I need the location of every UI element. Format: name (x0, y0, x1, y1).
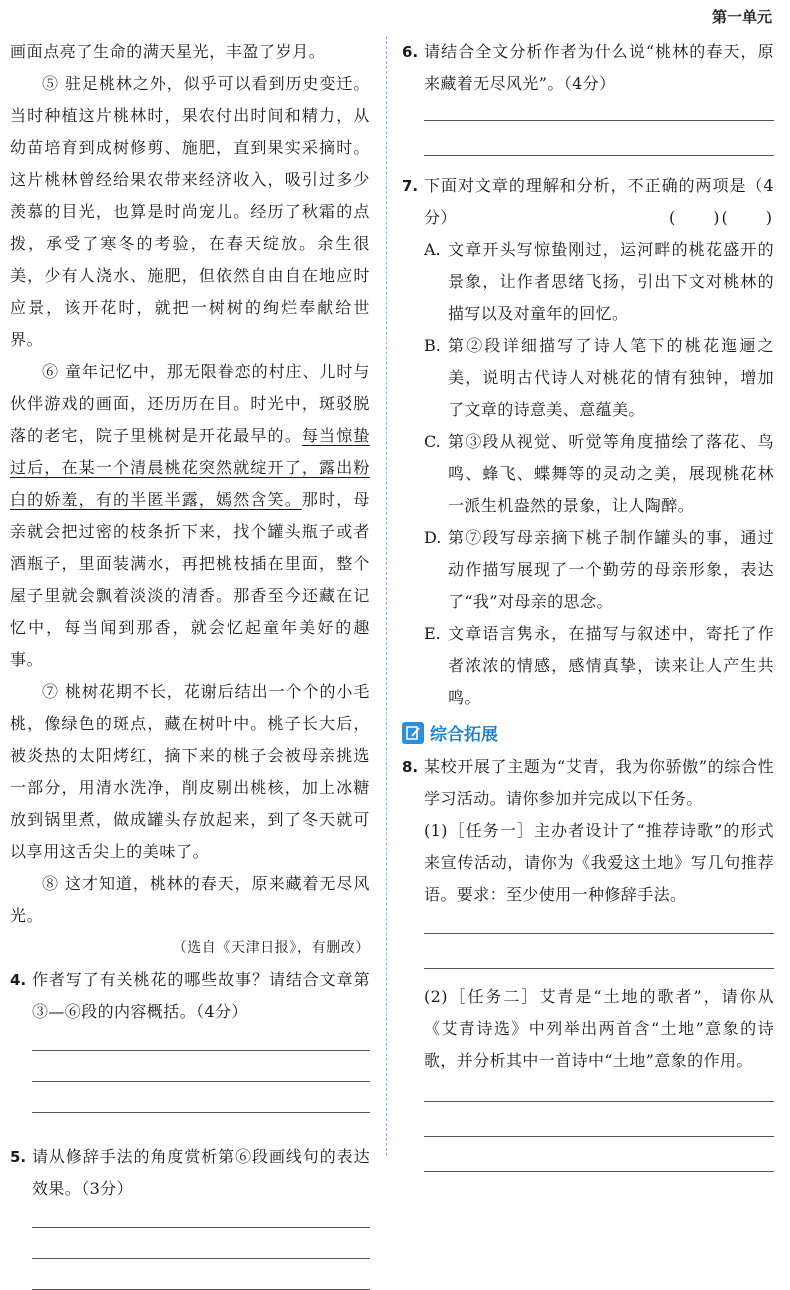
left-column (10, 36, 370, 1290)
question-4-text: 作者写了有关桃花的哪些故事？请结合文章第③—⑥段的内容概括。（4分） (32, 970, 370, 1021)
column-divider (386, 36, 387, 1156)
unit-header: 第一单元 (711, 8, 772, 26)
source-note: （选自《天津日报》，有删改） (172, 940, 370, 956)
option-label: A. (424, 240, 441, 259)
answer-brackets[interactable]: ( )( ) (669, 208, 774, 227)
option-e (424, 618, 774, 714)
option-text: 文章语言隽永，在描写与叙述中，寄托了作者浓浓的情感，感情真挚，读来让人产生共鸣。 (448, 624, 774, 707)
question-5-text: 请从修辞手法的角度赏析第⑥段画线句的表达效果。（3分） (32, 1147, 370, 1198)
option-text: 第③段从视觉、听觉等角度描绘了落花、鸟鸣、蜂飞、蝶舞等的灵动之美，展现桃花林一派生机盎然的景象，让人陶醉。 (448, 432, 774, 515)
option-a (424, 234, 774, 330)
option-text: 文章开头写惊蛰刚过，运河畔的桃花盛开的景象，让作者思绪飞扬，引出下文对桃林的描写以及对童年的回忆。 (448, 240, 774, 323)
task-1: (1)［任务一］主办者设计了“推荐诗歌”的形式来宣传活动，请你为《我爱这土地》写几句推荐语。要求：至少使用一种修辞手法。 (424, 821, 774, 904)
paragraph-6-start: ⑥ 童年记忆中，那无限眷恋的村庄、儿时与伙伴游戏的画面，还历历在目。时光中，斑驳脱落的老宅，院子里桃树是开花最早的。 (10, 362, 370, 445)
question-6-text: 请结合全文分析作者为什么说“桃林的春天，原来藏着无尽风光”。（4分） (424, 42, 774, 93)
task-2: (2)［任务二］艾青是“土地的歌者”，请你从《艾青诗选》中列举出两首含“土地”意象的诗歌，并分析其中一首诗中“土地”意象的作用。 (424, 987, 774, 1070)
question-6 (402, 36, 774, 100)
option-d (424, 522, 774, 618)
paragraph-7: ⑦ 桃树花期不长，花谢后结出一个个的小毛桃，像绿色的斑点，藏在树叶中。桃子长大后，被炎热的太阳烤红，摘下来的桃子会被母亲挑选一部分，用清水洗净，削皮剔出桃核，加上冰糖放到锅里煮，做成罐头存放起来，到了冬天就可以享用这舌尖上的美味了。 (10, 682, 370, 861)
option-b (424, 330, 774, 426)
question-4 (10, 964, 370, 1028)
question-8-text: 某校开展了主题为“艾青，我为你骄傲”的综合性学习活动。请你参加并完成以下任务。 (424, 757, 774, 808)
option-label: B. (424, 336, 441, 355)
option-text: 第②段详细描写了诗人笔下的桃花迤逦之美，说明古代诗人对桃花的情有独钟，增加了文章的诗意美、意蕴美。 (448, 336, 774, 419)
paragraph-6 (10, 356, 370, 676)
underlined-sentence: 每当惊蛰过后，在某一个清晨桃花突然就绽开了，露出粉白的娇羞，有的半匿半露，嫣然含笑。 (10, 426, 370, 509)
question-7-number: 7. (402, 177, 419, 195)
question-7 (402, 170, 774, 234)
option-label: E. (424, 624, 441, 643)
section-heading (402, 720, 774, 745)
right-column (402, 36, 774, 1172)
option-text: 第⑦段写母亲摘下桃子制作罐头的事，通过动作描写展现了一个勤劳的母亲形象，表达了“我”对母亲的思念。 (448, 528, 774, 611)
option-c (424, 426, 774, 522)
answer-line[interactable] (424, 1171, 774, 1172)
question-7-prompt: 下面对文章的理解和分析，不正确的两项是（4分） (424, 176, 774, 227)
pencil-icon (402, 722, 424, 744)
question-8-number: 8. (402, 758, 419, 776)
paragraph-8: ⑧ 这才知道，桃林的春天，原来藏着无尽风光。 (10, 874, 370, 925)
question-4-number: 4. (10, 971, 27, 989)
option-label: C. (424, 432, 441, 451)
question-8 (402, 751, 774, 815)
question-5-number: 5. (10, 1148, 27, 1166)
option-label: D. (424, 528, 442, 547)
paragraph-5: ⑤ 驻足桃林之外，似乎可以看到历史变迁。当时种植这片桃林时，果农付出时间和精力，从幼苗培育到成树修剪、施肥，直到果实采摘时。这片桃林曾经给果农带来经济收入，吸引过多少羡慕的目光，也算是时尚宠儿。经历了秋霜的点拨，承受了寒冬的考验，在春天绽放。余生很美，少有人浇水、施肥，但依然自由自在地应时应景，该开花时，就把一树树的绚烂奉献给世界。 (10, 74, 370, 349)
question-5 (10, 1141, 370, 1205)
paragraph-6-end: 那时，母亲就会把过密的枝条折下来，找个罐头瓶子或者酒瓶子，里面装满水，再把桃枝插在里面，整个屋子里就会飘着淡淡的清香。那香至今还藏在记忆中，每当闻到那香，就会忆起童年美好的趣事。 (10, 490, 370, 669)
question-6-number: 6. (402, 43, 419, 61)
paragraph-4-end: 画面点亮了生命的满天星光，丰盈了岁月。 (10, 42, 326, 61)
question-7-text (424, 170, 774, 234)
section-title: 综合拓展 (430, 725, 498, 745)
